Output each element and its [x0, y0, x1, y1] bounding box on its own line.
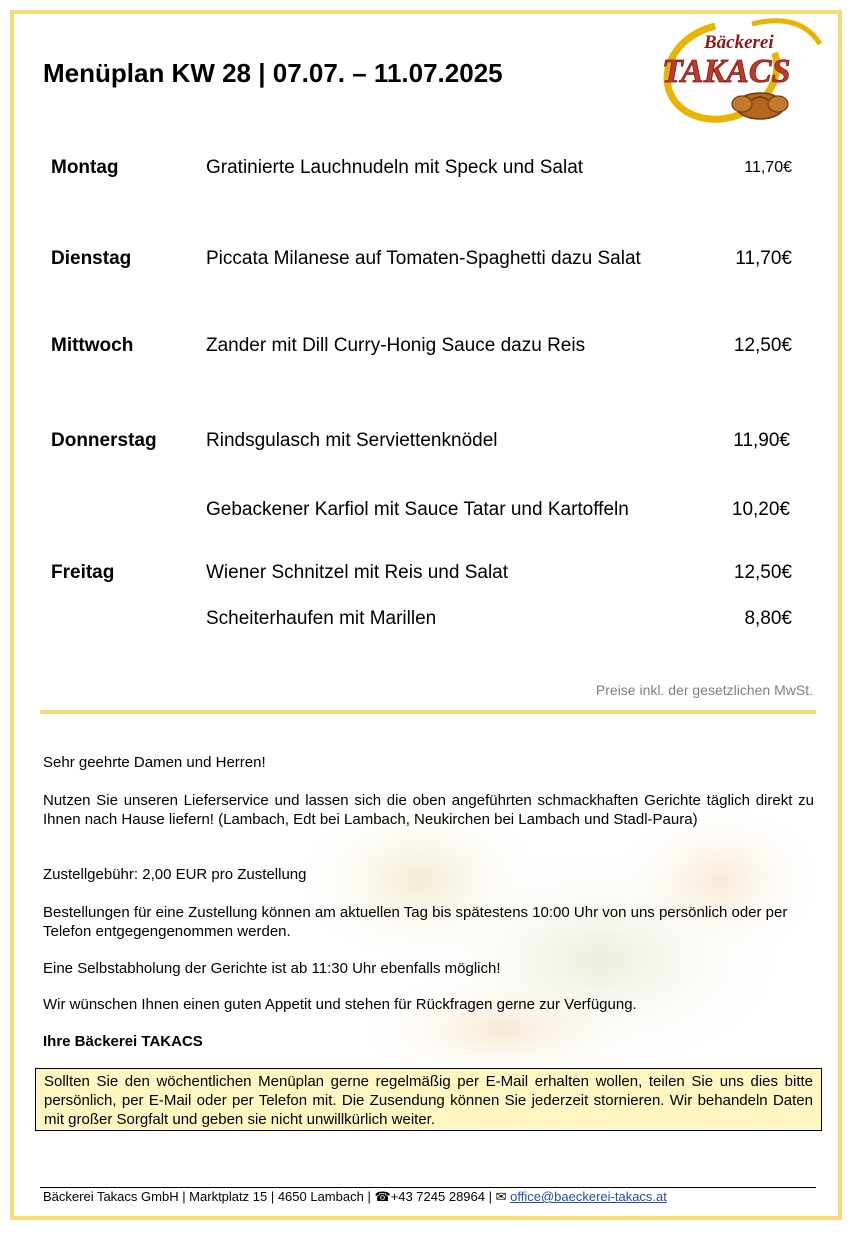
menu-row-tuesday — [0, 248, 856, 274]
newsletter-notice: Sollten Sie den wöchentlichen Menüplan gerne regelmäßig per E-Mail erhalten wollen, teilen Sie uns dies bitte persönlich, per E-Mail oder per Telefon mit. Die Zusendung können Sie jederzeit stornieren. Wir behandeln Daten mit großer Sorgfalt und geben sie nicht unwillkürlich weiter. — [35, 1068, 822, 1131]
footer-phone: +43 7245 28964 | — [390, 1189, 496, 1204]
menu-day: Freitag — [51, 562, 115, 583]
menu-row-monday — [0, 157, 856, 183]
menu-price: 8,80€ — [744, 608, 792, 629]
menu-dish: Wiener Schnitzel mit Reis und Salat — [206, 562, 509, 583]
menu-price: 11,90€ — [733, 430, 790, 451]
menu-dish: Zander mit Dill Curry-Honig Sauce dazu Reis — [206, 335, 586, 356]
letter-wishes: Wir wünschen Ihnen einen guten Appetit und stehen für Rückfragen gerne zur Verfügung. — [43, 996, 637, 1013]
letter-intro: Nutzen Sie unseren Lieferservice und lassen sich die oben angeführten schmackhaften Gerichte täglich direkt zu Ihnen nach Hause liefern! (Lambach, Edt bei Lambach, Neukirchen bei Lambach und Stadl-Paura) — [43, 792, 814, 828]
menu-day: Mittwoch — [51, 335, 134, 356]
letter-fee: Zustellgebühr: 2,00 EUR pro Zustellung — [43, 866, 307, 883]
menu-dish: Scheiterhaufen mit Marillen — [206, 608, 437, 629]
page-title: Menüplan KW 28 | 07.07. – 11.07.2025 — [43, 58, 503, 88]
menu-price: 11,70€ — [744, 159, 792, 176]
letter-greeting: Sehr geehrte Damen und Herren! — [43, 754, 266, 771]
menu-dish: Rindsgulasch mit Serviettenknödel — [206, 430, 498, 451]
menu-dish: Gratinierte Lauchnudeln mit Speck und Salat — [206, 157, 584, 178]
menu-price: 10,20€ — [731, 499, 790, 520]
vat-note: Preise inkl. der gesetzlichen MwSt. — [595, 682, 813, 698]
envelope-icon: ✉ — [495, 1189, 507, 1204]
phone-icon: ☎ — [374, 1189, 391, 1204]
logo-small-text: Bäckerei — [704, 32, 774, 53]
menu-row-thursday — [0, 430, 856, 456]
bakery-logo — [660, 14, 830, 126]
letter-pickup: Eine Selbstabholung der Gerichte ist ab 11:30 Uhr ebenfalls möglich! — [43, 960, 501, 977]
menu-price: 11,70€ — [735, 248, 792, 269]
logo-big-text: TAKACS — [662, 53, 791, 90]
menu-row-friday — [0, 562, 856, 588]
menu-dish: Piccata Milanese auf Tomaten-Spaghetti dazu Salat — [206, 248, 641, 269]
menu-row-thursday-alt — [0, 499, 856, 525]
menu-day: Montag — [51, 157, 119, 178]
footer-address: Bäckerei Takacs GmbH | Marktplatz 15 | 4650 Lambach | — [43, 1189, 375, 1204]
footer — [43, 1189, 667, 1205]
menu-price: 12,50€ — [733, 335, 792, 356]
menu-row-wednesday — [0, 335, 856, 361]
menu-row-friday-alt — [0, 608, 856, 634]
menu-day: Dienstag — [51, 248, 132, 269]
menu-price: 12,50€ — [733, 562, 792, 583]
letter-orders: Bestellungen für eine Zustellung können am aktuellen Tag bis spätestens 10:00 Uhr von uns persönlich oder per Telefon entgegengenommen werden. — [43, 904, 788, 940]
divider — [40, 710, 816, 714]
email-link[interactable]: office@baeckerei-takacs.at — [510, 1189, 667, 1204]
menu-day: Donnerstag — [51, 430, 157, 451]
footer-divider — [40, 1187, 816, 1188]
menu-dish: Gebackener Karfiol mit Sauce Tatar und Kartoffeln — [206, 499, 629, 520]
letter-signature: Ihre Bäckerei TAKACS — [43, 1033, 203, 1050]
